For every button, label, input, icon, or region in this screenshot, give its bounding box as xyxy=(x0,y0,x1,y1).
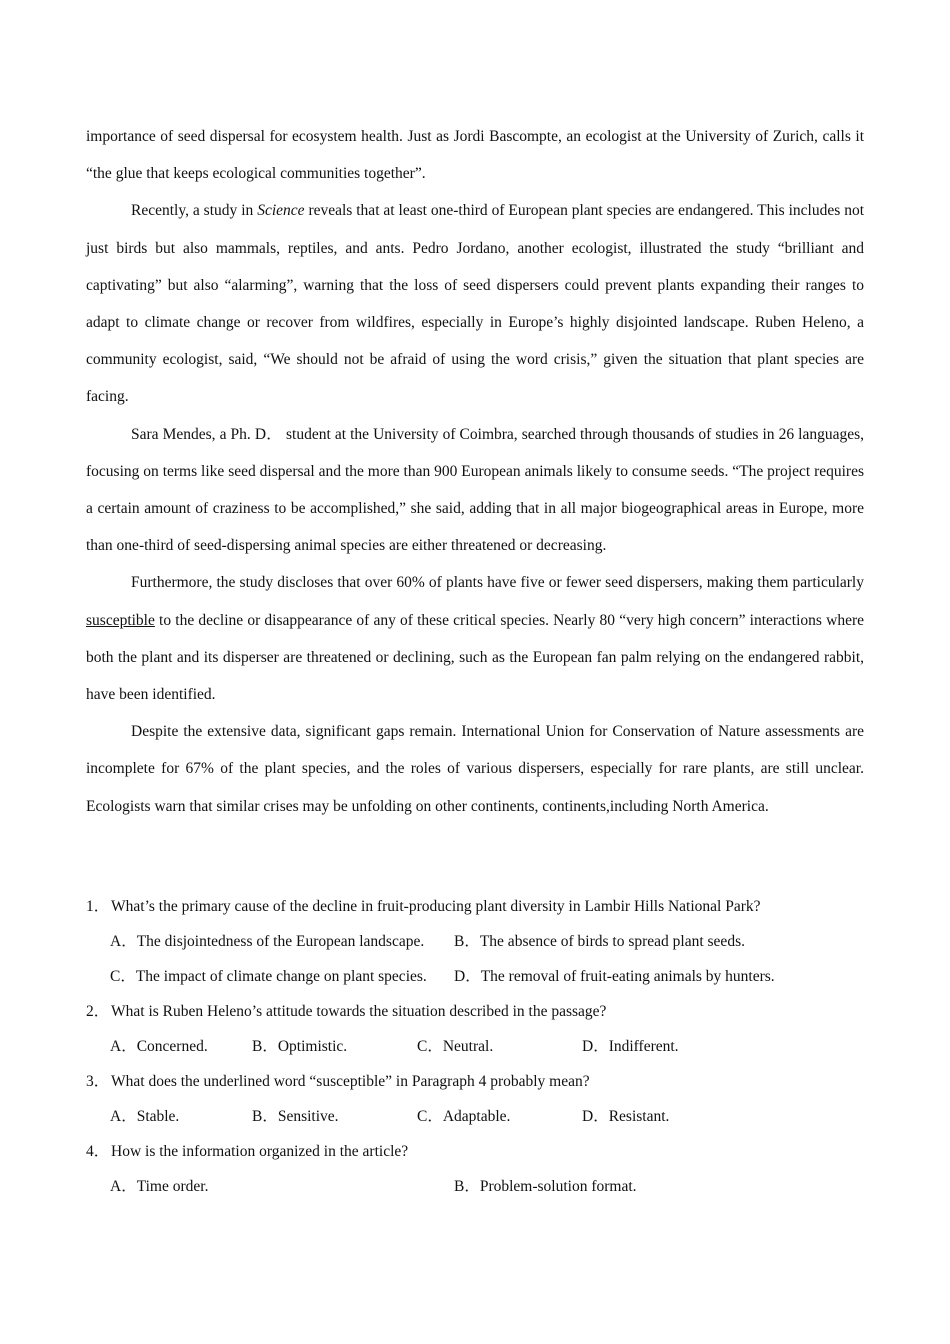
question-2-options xyxy=(110,1029,864,1064)
question-stem: What does the underlined word “susceptible” in Paragraph 4 probably mean? xyxy=(111,1073,590,1090)
question-3 xyxy=(86,1064,864,1099)
question-1 xyxy=(86,889,864,924)
question-number: 4． xyxy=(86,1143,110,1160)
reading-passage xyxy=(86,118,864,825)
paragraph-0: importance of seed dispersal for ecosystem health. Just as Jordi Bascompte, an ecologist at the University of Zurich, calls it “the glue that keeps ecological communities together”. xyxy=(86,128,864,183)
question-number: 1． xyxy=(86,898,110,915)
option-c[interactable]: C．The impact of climate change on plant species. xyxy=(110,968,427,985)
question-4 xyxy=(86,1134,864,1169)
option-c[interactable]: C．Neutral. xyxy=(417,1038,494,1055)
journal-name: Science xyxy=(257,202,305,220)
paragraph-3-text-a: Furthermore, the study discloses that over 60% of plants have five or fewer seed dispersers, making them particularly xyxy=(131,574,864,592)
paragraph-1 xyxy=(86,192,864,415)
paragraph-2: Sara Mendes, a Ph. D． student at the University of Coimbra, searched through thousands of studies in 26 languages, focusing on terms like seed dispersal and the more than 900 European animals likely to consume seeds. “The project requires a certain amount of craziness to be accomplished,” she said, adding that in all major biogeographical areas in Europe, more than one-third of seed-dispersing animal species are either threatened or decreasing. xyxy=(86,425,864,555)
option-d[interactable]: D．The removal of fruit-eating animals by hunters. xyxy=(454,968,775,985)
question-list xyxy=(86,889,864,1204)
paragraph-3-text-b: to the decline or disappearance of any of these critical species. Nearly 80 “very high concern” interactions where both the plant and its disperser are threatened or declining, such as the European fan palm relying on the endangered rabbit, have been identified. xyxy=(86,611,864,704)
underlined-word: susceptible xyxy=(86,611,155,629)
question-2 xyxy=(86,994,864,1029)
paragraph-1-text-b: reveals that at least one-third of European plant species are endangered. This includes not just birds but also mammals, reptiles, and ants. Pedro Jordano, another ecologist, illustrated the study “brilliant and captivating” but also “alarming”, warning that the loss of seed dispersers could prevent plants expanding their ranges to adapt to climate change or recover from wildfires, especially in Europe’s highly disjointed landscape. Ruben Heleno, a community ecologist, said, “We should not be afraid of using the word crisis,” given the situation that plant species are facing. xyxy=(86,202,864,406)
option-b[interactable]: B．The absence of birds to spread plant seeds. xyxy=(454,933,745,950)
option-a[interactable]: A．The disjointedness of the European landscape. xyxy=(110,933,425,950)
question-stem: How is the information organized in the article? xyxy=(111,1143,409,1160)
option-b[interactable]: B．Sensitive. xyxy=(252,1108,339,1125)
option-d[interactable]: D．Resistant. xyxy=(582,1108,670,1125)
option-a[interactable]: A．Stable. xyxy=(110,1108,180,1125)
question-number: 3． xyxy=(86,1073,110,1090)
option-b[interactable]: B．Problem-solution format. xyxy=(454,1178,637,1195)
option-a[interactable]: A．Time order. xyxy=(110,1178,209,1195)
question-1-options-row-2 xyxy=(110,959,864,994)
option-d[interactable]: D．Indifferent. xyxy=(582,1038,679,1055)
question-stem: What’s the primary cause of the decline in fruit-producing plant diversity in Lambir Hills National Park? xyxy=(111,898,761,915)
question-stem: What is Ruben Heleno’s attitude towards the situation described in the passage? xyxy=(111,1003,607,1020)
option-c[interactable]: C．Adaptable. xyxy=(417,1108,511,1125)
option-a[interactable]: A．Concerned. xyxy=(110,1038,208,1055)
paragraph-3 xyxy=(86,564,864,713)
paragraph-4: Despite the extensive data, significant gaps remain. International Union for Conservation of Nature assessments are incomplete for 67% of the plant species, and the roles of various dispersers, especially for rare plants, are still unclear. Ecologists warn that similar crises may be unfolding on other continents, continents,including North America. xyxy=(86,723,864,815)
question-4-options xyxy=(110,1169,864,1204)
question-3-options xyxy=(110,1099,864,1134)
question-number: 2． xyxy=(86,1003,110,1020)
question-1-options-row-1 xyxy=(110,924,864,959)
paragraph-1-text-a: Recently, a study in xyxy=(131,202,258,220)
option-b[interactable]: B．Optimistic. xyxy=(252,1038,348,1055)
